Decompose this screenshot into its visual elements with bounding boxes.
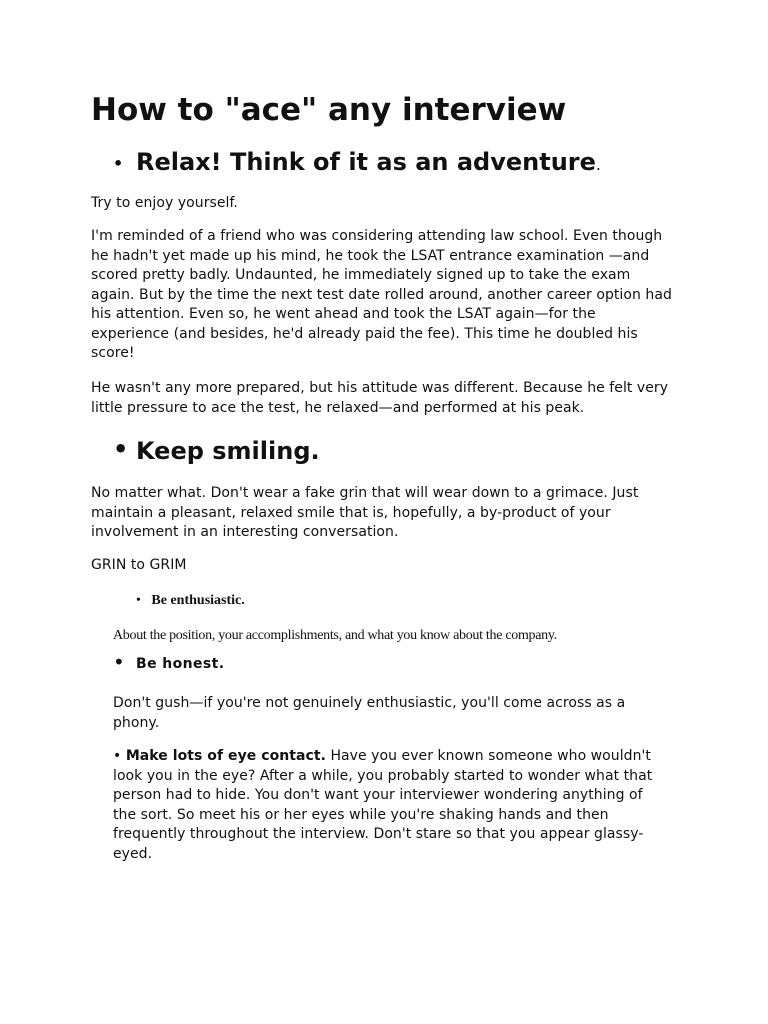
honest-heading-text: Be honest.	[136, 656, 225, 672]
eye-contact-body: Have you ever known someone who wouldn't look you in the eye? After a while, you probably started to wonder what that person had to hide. You don't want your interviewer wondering anything of the sort. So meet his or her eyes while you're shaking hands and then frequently throughout the interview. Don't stare so that you appear glassy-eyed.	[113, 748, 653, 862]
relax-intro: Try to enjoy yourself.	[91, 195, 238, 211]
relax-heading-text: Relax! Think of it as an adventure	[136, 148, 596, 176]
smile-heading-text: Keep smiling.	[136, 437, 320, 465]
smile-note: GRIN to GRIM	[91, 557, 187, 573]
bullet-icon: •	[113, 650, 125, 674]
relax-conclusion: He wasn't any more prepared, but his attitude was different. Because he felt very little pressure to ace the test, he relaxed—and performed at his peak.	[91, 380, 669, 416]
relax-story: I'm reminded of a friend who was considering attending law school. Even though he hadn't yet made up his mind, he took the LSAT entrance examination —and scored pretty badly. Undaunted, he immediately signed up to take the exam again. But by the time the next test date rolled around, another career option had his attention. Even so, he went ahead and took the LSAT again—for the experience (and besides, he'd already paid the fee). This time he doubled his score!	[91, 228, 672, 361]
bullet-icon: •	[113, 154, 124, 173]
smile-heading	[113, 434, 513, 468]
bullet-icon: •	[113, 748, 126, 764]
relax-heading-suffix: .	[595, 155, 602, 174]
page-title: How to "ace" any interview	[91, 92, 567, 128]
eye-contact-heading: Make lots of eye contact.	[125, 748, 326, 764]
bullet-icon: •	[136, 593, 141, 608]
bullet-icon: •	[113, 435, 129, 463]
honest-body: Don't gush—if you're not genuinely enthusiastic, you'll come across as a phony.	[113, 695, 626, 731]
honest-heading	[113, 652, 413, 676]
smile-body: No matter what. Don't wear a fake grin that will wear down to a grimace. Just maintain a pleasant, relaxed smile that is, hopefully, a by-product of your involvement in an interesting conversation.	[91, 485, 639, 540]
eye-contact-paragraph	[113, 747, 668, 864]
enthusiastic-heading	[113, 591, 413, 611]
enthusiastic-body: About the position, your accomplishments, and what you know about the company.	[113, 628, 557, 643]
enthusiastic-heading-text: Be enthusiastic.	[151, 593, 245, 608]
relax-heading	[113, 145, 673, 179]
